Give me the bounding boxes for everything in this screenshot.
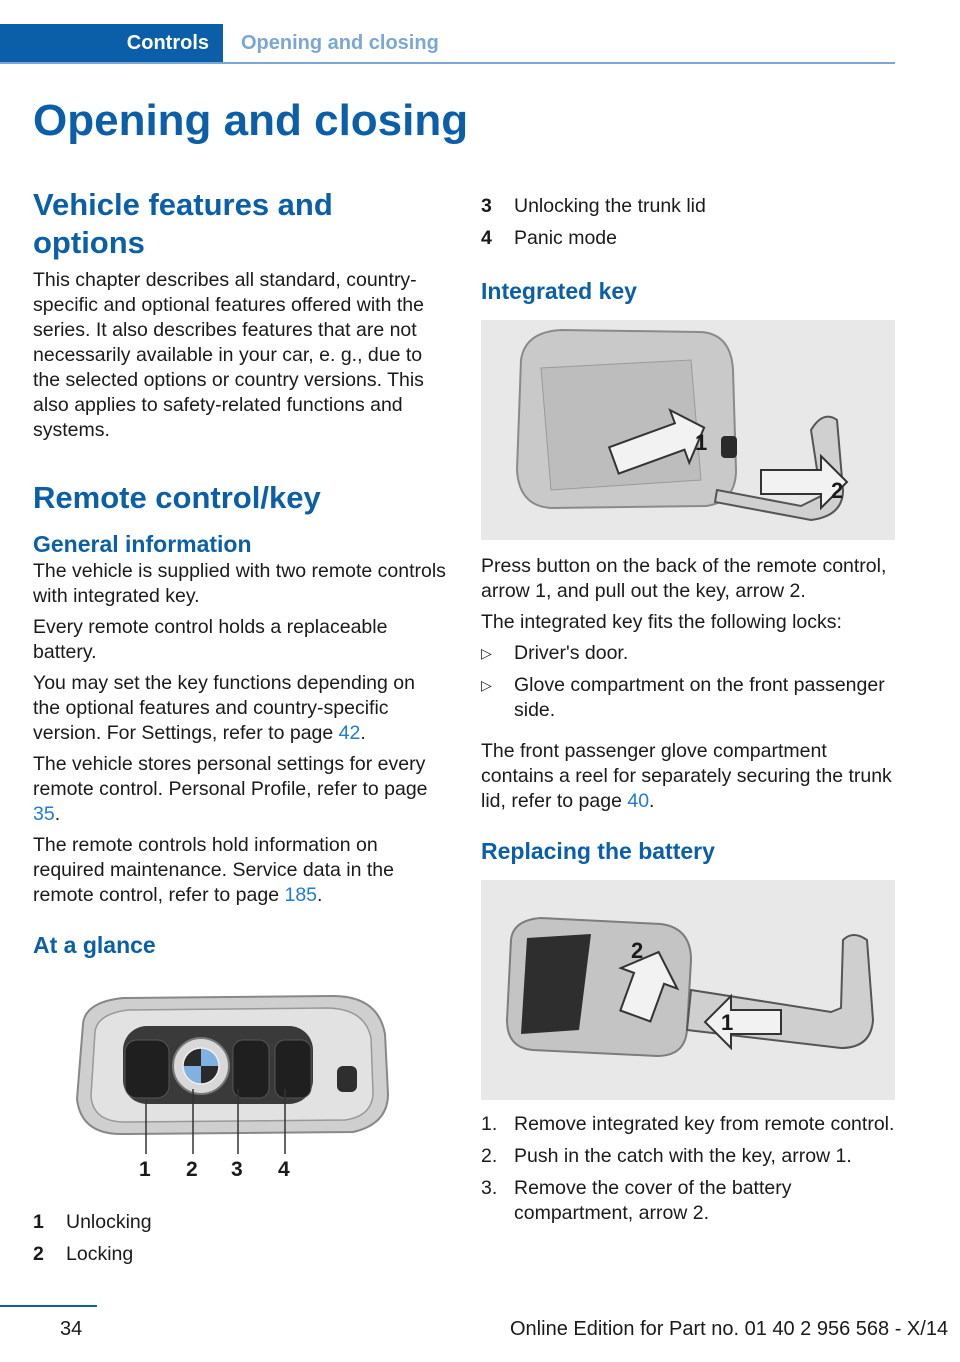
right-column — [481, 186, 895, 1233]
remote-control-figure — [33, 974, 447, 1200]
paragraph-glove-reel: The front passenger glove compartment contains a reel for separately securing the trunk lid, refer to page 40. — [481, 740, 892, 812]
footer-divider — [0, 1305, 97, 1307]
button-legend-list-continued — [481, 194, 895, 251]
button-legend-list — [33, 1210, 447, 1267]
subsection-integrated-key: Integrated key — [481, 278, 637, 304]
figure-label-4: 4 — [278, 1158, 290, 1181]
section-title-remote-control: Remote control/key — [33, 480, 321, 515]
battery-steps-list — [481, 1112, 895, 1226]
subsection-general-information: General information — [33, 531, 252, 557]
left-column — [33, 186, 447, 1274]
list-item: 4 Panic mode — [481, 227, 617, 249]
page-title: Opening and closing — [33, 96, 469, 145]
page-number: 34 — [60, 1318, 83, 1340]
arrow-label-2: 2 — [831, 478, 844, 503]
edition-text: Online Edition for Part no. 01 40 2 956 568 - X/14 — [510, 1318, 949, 1340]
page-link-42[interactable]: 42 — [338, 722, 361, 744]
locks-list — [481, 641, 895, 723]
section-text-vehicle-features: This chapter describes all standard, country-specific and optional features offered with the series. It also describes features that are not necessarily available in your car, e. g., due to the selected options or country versions. This also applies to safety-related functions and systems. — [33, 269, 424, 441]
figure-label-2: 2 — [186, 1158, 198, 1181]
list-item: 3. Remove the cover of the battery compartment, arrow 2. — [481, 1177, 792, 1224]
paragraph-two-remote-controls: The vehicle is supplied with two remote controls with integrated key. — [33, 560, 446, 607]
paragraph-personal-settings: The vehicle stores personal settings for every remote control. Personal Profile, refer to page 35. — [33, 753, 428, 825]
list-item: 2 Locking — [33, 1243, 134, 1265]
page-link-35[interactable]: 35 — [33, 803, 55, 825]
integrated-key-illustration — [481, 320, 895, 540]
header-tabbar — [0, 24, 895, 64]
figure-label-1: 1 — [139, 1158, 151, 1181]
list-item: 2. Push in the catch with the key, arrow 1. — [481, 1145, 852, 1167]
paragraph-press-button: Press button on the back of the remote control, arrow 1, and pull out the key, arrow 2. — [481, 555, 887, 602]
page-link-185[interactable]: 185 — [284, 884, 318, 906]
battery-replacement-illustration — [481, 880, 895, 1100]
integrated-key-figure — [481, 320, 895, 540]
bullet-triangle-icon: ▷ — [481, 677, 492, 693]
list-item: ▷ Driver's door. — [481, 642, 629, 664]
tab-opening-and-closing[interactable]: Opening and closing — [241, 32, 439, 54]
paragraph-key-fits: The integrated key fits the following locks: — [481, 611, 842, 633]
subsection-at-a-glance: At a glance — [33, 932, 156, 958]
arrow-label-1: 1 — [695, 430, 708, 455]
paragraph-maintenance: The remote controls hold information on required maintenance. Service data in the remote control, refer to page 185. — [33, 834, 394, 906]
figure-label-3: 3 — [231, 1158, 243, 1181]
page-link-40[interactable]: 40 — [627, 790, 650, 812]
tab-controls[interactable]: Controls — [0, 24, 223, 62]
arrow-label-1: 1 — [721, 1010, 734, 1035]
section-title-vehicle-features: Vehicle features and options — [33, 187, 333, 260]
list-item: 3 Unlocking the trunk lid — [481, 195, 706, 217]
paragraph-key-functions: You may set the key functions depending on the optional features and country-specific version. For Settings, refer to page 42. — [33, 672, 415, 744]
subsection-replacing-battery: Replacing the battery — [481, 838, 715, 864]
arrow-label-2: 2 — [631, 938, 644, 963]
paragraph-replaceable-battery: Every remote control holds a replaceable battery. — [33, 616, 388, 663]
list-item: 1 Unlocking — [33, 1211, 152, 1233]
list-item: 1. Remove integrated key from remote control. — [481, 1113, 895, 1135]
list-item: ▷ Glove compartment on the front passenger side. — [481, 674, 885, 721]
battery-replacement-figure — [481, 880, 895, 1100]
bullet-triangle-icon: ▷ — [481, 645, 492, 661]
